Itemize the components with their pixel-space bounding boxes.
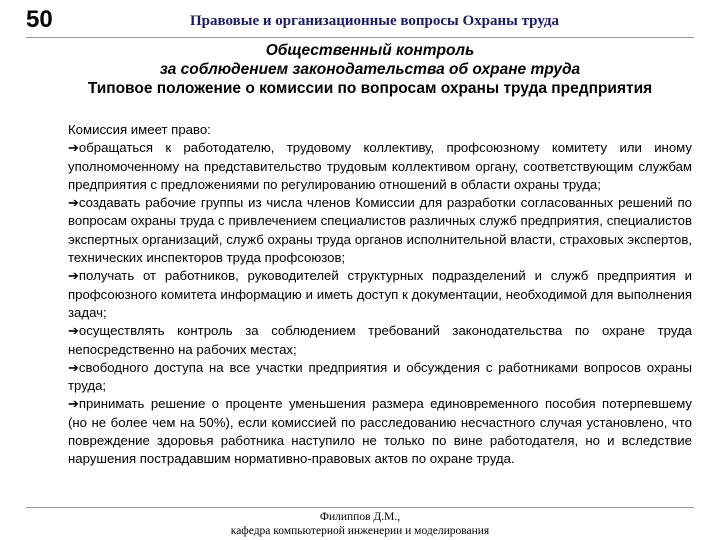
intro-text: Комиссия имеет право: xyxy=(68,122,211,137)
list-item xyxy=(68,194,692,267)
list-item-text: принимать решение о проценте уменьшения размера единовременного пособия потерпевшему (но не более чем на 50%), если комиссией по расследованию несчастного случая установлено, что повреждение здоровья работника наступило не только по вине работодателя, но и вследствие нарушения пострадавшим нормативно-правовых актов по охране труда. xyxy=(68,396,692,467)
list-item xyxy=(68,267,692,322)
footer-author: Филиппов Д.М., xyxy=(319,511,401,523)
footer xyxy=(0,510,720,538)
footer-department: кафедра компьютерной инженерии и моделирования xyxy=(230,525,490,537)
list-item-text: свободного доступа на все участки предприятия и обсуждения с работниками вопросов охраны труда; xyxy=(68,359,692,394)
list-item-text: создавать рабочие группы из числа членов Комиссии для разработки согласованных решений по вопросам охраны труда с привлечением специалистов различных служб предприятия, специалистов экспертных организаций, служб охраны труда органов исполнительной власти, страховых экспертов, технических инспекторов труда профсоюзов; xyxy=(68,195,692,266)
heading-block xyxy=(60,41,680,98)
list-item-text: получать от работников, руководителей структурных подразделений и служб предприятия и профсоюзного комитета информацию и иметь доступ к документации, необходимой для выполнения задач; xyxy=(68,268,692,320)
right-arrow-icon: ➔ xyxy=(68,268,79,284)
list-item xyxy=(68,359,692,396)
right-arrow-icon: ➔ xyxy=(68,323,79,339)
list-item xyxy=(68,322,692,359)
header-title: Правовые и организационные вопросы Охраны труда xyxy=(190,13,559,29)
list-item xyxy=(68,139,692,194)
list-item-text: обращаться к работодателю, трудовому коллективу, профсоюзному комитету или иному уполномоченному на представительство трудовым коллективом органу, соответствующим службам предприятия с предложениями по регулированию отношений в области охраны труда; xyxy=(68,140,692,192)
body-text xyxy=(68,121,692,469)
footer-divider xyxy=(26,507,694,508)
list-item-text: осуществлять контроль за соблюдением требований законодательства по охране труда непосредственно на рабочих местах; xyxy=(68,323,692,357)
heading-line-2: за соблюдением законодательства об охране труда xyxy=(159,61,581,78)
heading-line-3: Типовое положение о комиссии по вопросам охраны труда предприятия xyxy=(87,80,653,97)
header-divider xyxy=(26,37,694,38)
right-arrow-icon: ➔ xyxy=(68,140,79,156)
list-item xyxy=(68,395,692,468)
page-number: 50 xyxy=(26,6,53,33)
right-arrow-icon: ➔ xyxy=(68,396,79,412)
heading-line-1: Общественный контроль xyxy=(265,42,475,59)
right-arrow-icon: ➔ xyxy=(68,359,79,375)
right-arrow-icon: ➔ xyxy=(68,195,79,211)
